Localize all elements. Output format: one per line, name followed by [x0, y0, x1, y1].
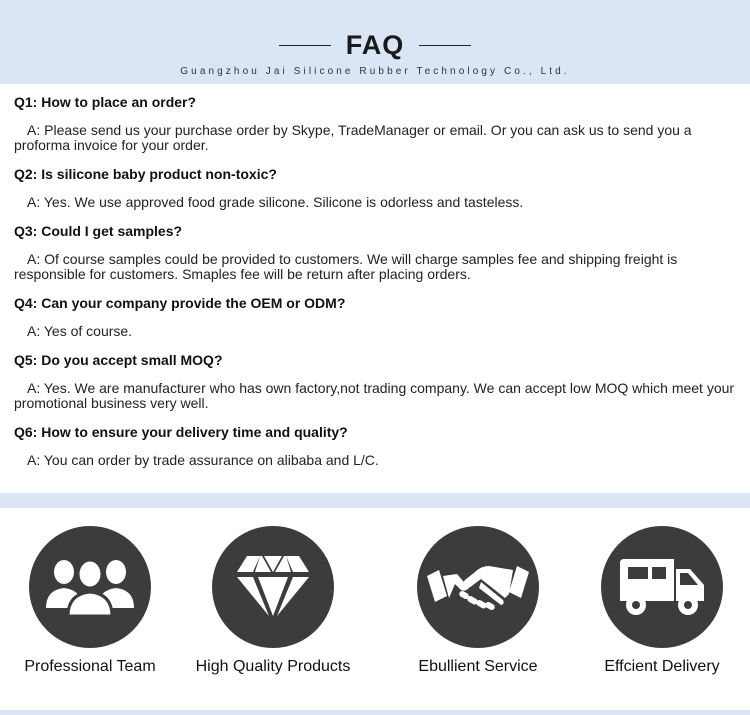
feature-high-quality-products	[178, 526, 368, 676]
faq-item	[14, 352, 738, 411]
section-divider	[0, 493, 750, 508]
faq-header	[0, 0, 750, 84]
feature-label: Professional Team	[24, 658, 156, 675]
faq-item	[14, 166, 738, 210]
faq-answer: A: Yes. We are manufacturer who has own factory,not trading company. We can accept low MOQ which meet your promotional business very well.	[14, 380, 735, 411]
faq-list	[14, 94, 738, 481]
feature-ebullient-service	[383, 526, 573, 676]
features-row	[0, 526, 750, 686]
title-rule-right	[419, 45, 471, 46]
faq-item	[14, 223, 738, 282]
feature-professional-team	[0, 526, 185, 676]
faq-answer: A: Please send us your purchase order by Skype, TradeManager or email. Or you can ask us to send you a proforma invoice for your order.	[14, 122, 692, 153]
page-title: FAQ	[345, 30, 405, 60]
faq-answer: A: Yes. We use approved food grade silicone. Silicone is odorless and tasteless.	[27, 194, 524, 210]
faq-question: Q6: How to ensure your delivery time and quality?	[14, 424, 348, 440]
feature-label: Effcient Delivery	[604, 658, 720, 675]
faq-question: Q3: Could I get samples?	[14, 223, 183, 239]
faq-answer: A: Yes of course.	[27, 323, 133, 339]
handshake-icon	[417, 526, 539, 648]
faq-item	[14, 295, 738, 339]
truck-icon	[601, 526, 723, 648]
feature-label: High Quality Products	[195, 658, 351, 675]
faq-item	[14, 424, 738, 468]
faq-question: Q2: Is silicone baby product non-toxic?	[14, 166, 277, 182]
diamond-icon	[212, 526, 334, 648]
company-name: Guangzhou Jai Silicone Rubber Technology Co., Ltd.	[180, 66, 570, 77]
team-icon	[29, 526, 151, 648]
faq-item	[14, 94, 738, 153]
feature-efficient-delivery	[567, 526, 750, 676]
faq-question: Q5: Do you accept small MOQ?	[14, 352, 223, 368]
faq-answer: A: You can order by trade assurance on alibaba and L/C.	[27, 452, 379, 468]
feature-label: Ebullient Service	[418, 658, 538, 675]
faq-question: Q4: Can your company provide the OEM or ODM?	[14, 295, 346, 311]
faq-answer: A: Of course samples could be provided to customers. We will charge samples fee and shipping freight is responsible for customers. Smaples fee will be return after placing orders.	[14, 251, 678, 282]
faq-question: Q1: How to place an order?	[14, 94, 197, 110]
bottom-divider	[0, 710, 750, 715]
